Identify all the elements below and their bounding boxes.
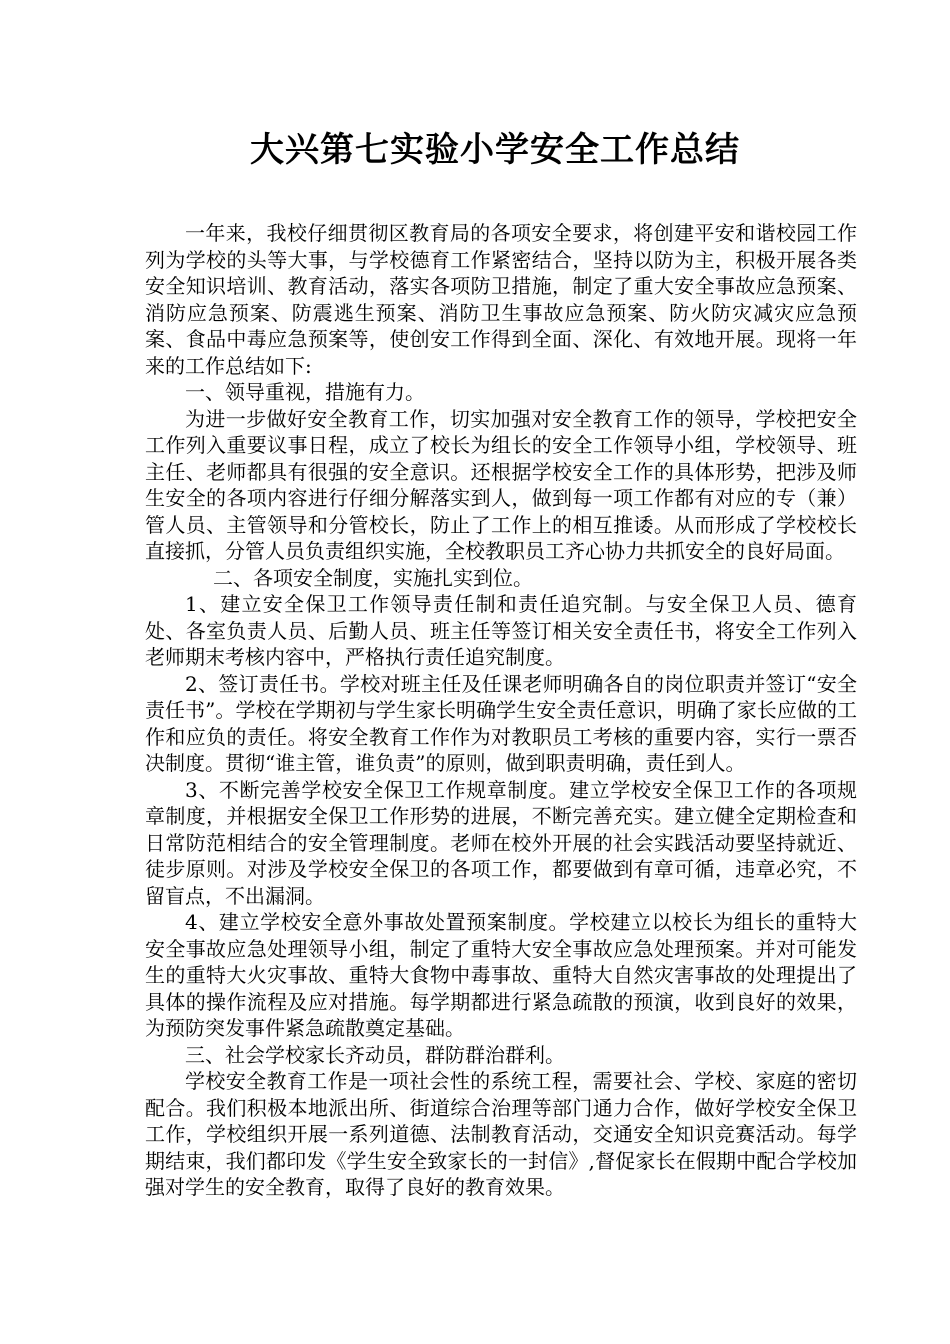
document-title: 大兴第七实验小学安全工作总结 xyxy=(250,130,740,170)
section-heading-3: 三、社会学校家长齐动员，群防群治群利。 xyxy=(185,1042,565,1067)
document-body xyxy=(145,220,857,1201)
item-1-paragraph: 1、建立安全保卫工作领导责任制和责任追究制。与安全保卫人员、德育处、各室负责人员、后勤人员、班主任等签订相关安全责任书，将安全工作列入老师期末考核内容中，严格执行责任追究制度。 xyxy=(145,592,857,669)
item-2-paragraph: 2、签订责任书。学校对班主任及任课老师明确各自的岗位职责并签订“安全责任书”。学校在学期初与学生家长明确学生安全责任意识，明确了家长应做的工作和应负的责任。将安全教育工作作为对教职员工考核的重要内容，实行一票否决制度。贯彻“谁主管，谁负责”的原则，做到职责明确，责任到人。 xyxy=(145,671,857,775)
section-1-paragraph: 为进一步做好安全教育工作，切实加强对安全教育工作的领导，学校把安全工作列入重要议事日程，成立了校长为组长的安全工作领导小组，学校领导、班主任、老师都具有很强的安全意识。还根据学校安全工作的具体形势，把涉及师生安全的各项内容进行仔细分解落实到人，做到每一项工作都有对应的专（兼）管人员、主管领导和分管校长，防止了工作上的相互推诿。从而形成了学校校长直接抓，分管人员负责组织实施，全校教职员工齐心协力共抓安全的良好局面。 xyxy=(145,406,857,563)
section-heading-2: 二、各项安全制度，实施扎实到位。 xyxy=(213,565,533,590)
section-heading-1: 一、领导重视，措施有力。 xyxy=(185,380,425,404)
section-3-paragraph: 学校安全教育工作是一项社会性的系统工程，需要社会、学校、家庭的密切配合。我们积极本地派出所、街道综合治理等部门通力合作，做好学校安全保卫工作，学校组织开展一系列道德、法制教育活动，交通安全知识竞赛活动。每学期结束，我们都印发《学生安全致家长的一封信》,督促家长在假期中配合学校加强对学生的安全教育，取得了良好的教育效果。 xyxy=(145,1069,857,1199)
item-3-paragraph: 3、不断完善学校安全保卫工作规章制度。建立学校安全保卫工作的各项规章制度，并根据安全保卫工作形势的进展，不断完善充实。建立健全定期检查和日常防范相结合的安全管理制度。老师在校外开展的社会实践活动要坚持就近、徒步原则。对涉及学校安全保卫的各项工作，都要做到有章可循，违章必究，不留盲点，不出漏洞。 xyxy=(145,777,857,908)
intro-paragraph: 一年来，我校仔细贯彻区教育局的各项安全要求，将创建平安和谐校园工作列为学校的头等大事，与学校德育工作紧密结合，坚持以防为主，积极开展各类安全知识培训、教育活动，落实各项防卫措施，制定了重大安全事故应急预案、消防应急预案、防震逃生预案、消防卫生事故应急预案、防火防灾减灾应急预案、食品中毒应急预案等，使创安工作得到全面、深化、有效地开展。现将一年来的工作总结如下: xyxy=(145,221,857,378)
item-4-paragraph: 4、建立学校安全意外事故处置预案制度。学校建立以校长为组长的重特大安全事故应急处理领导小组，制定了重特大安全事故应急处理预案。并对可能发生的重特大火灾事故、重特大食物中毒事故、重特大自然灾害事故的处理提出了具体的操作流程及应对措施。每学期都进行紧急疏散的预演，收到良好的效果，为预防突发事件紧急疏散奠定基础。 xyxy=(145,910,857,1040)
